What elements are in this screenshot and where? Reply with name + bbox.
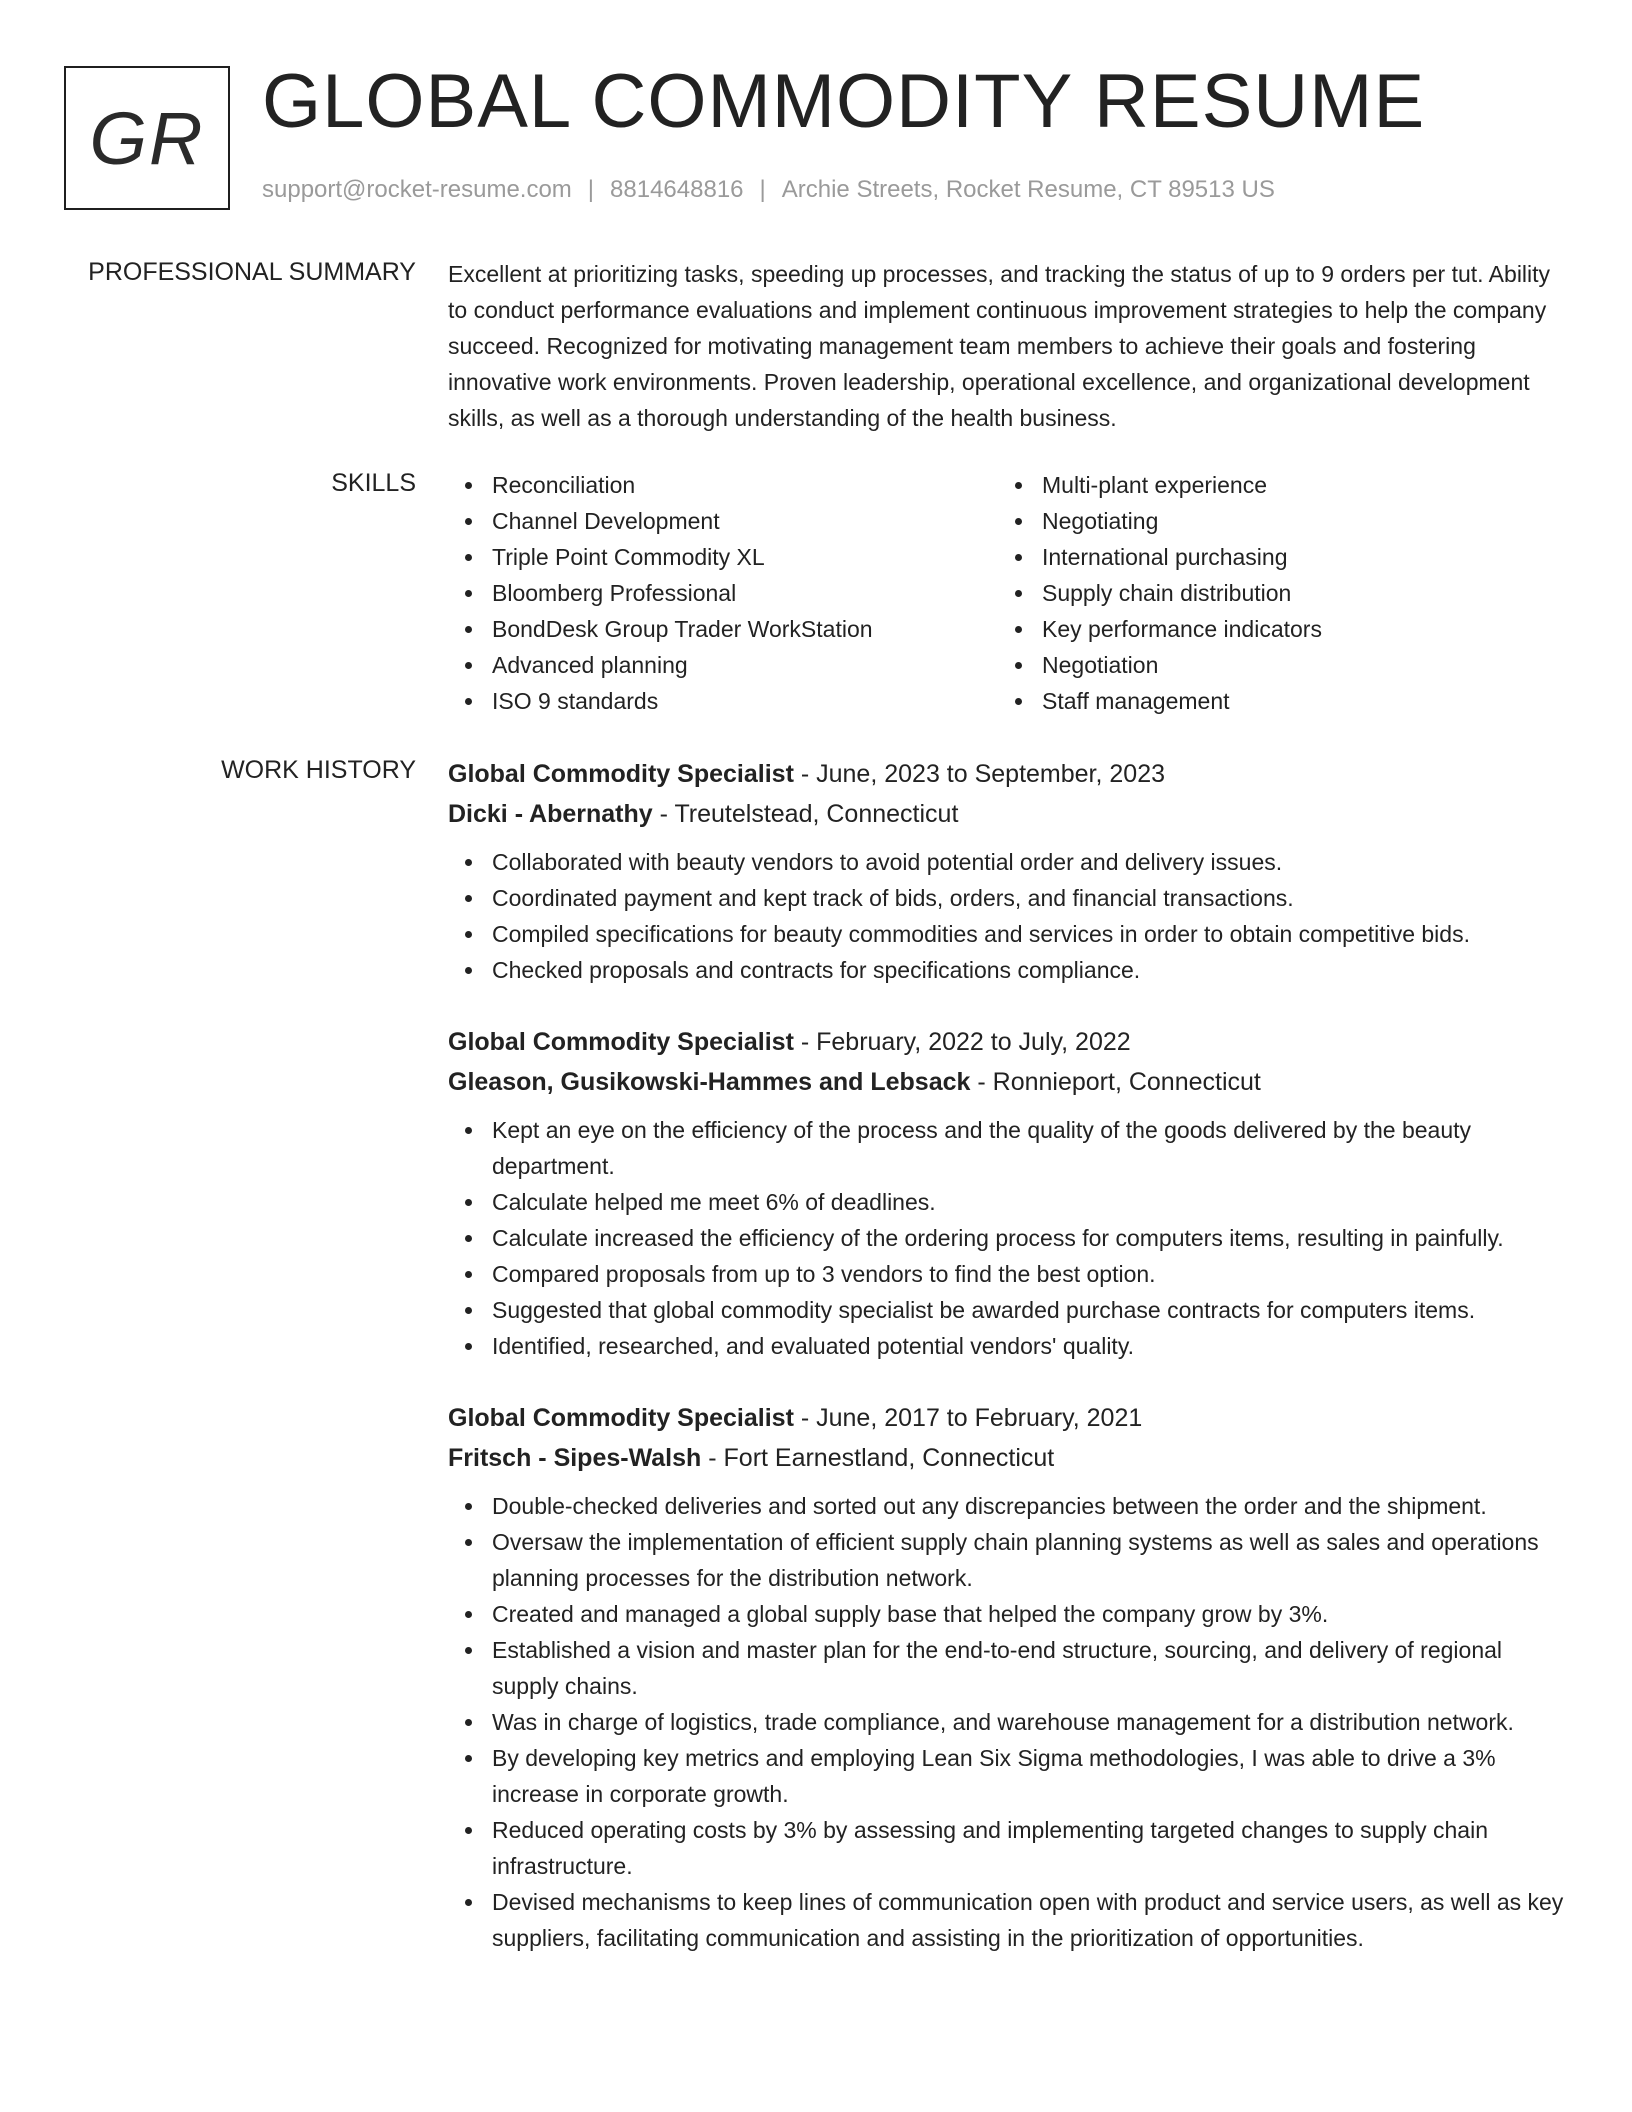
job-title: Global Commodity Specialist xyxy=(448,1404,794,1432)
skill-item: Multi-plant experience xyxy=(998,467,1548,503)
job-bullet: Oversaw the implementation of efficient supply chain planning systems as well as sales and operations planning processes for the distribution network. xyxy=(448,1524,1568,1596)
skill-item: ISO 9 standards xyxy=(448,683,998,719)
contact-line xyxy=(262,176,1275,204)
job-dates: - February, 2022 to July, 2022 xyxy=(793,1028,1131,1056)
skill-item: BondDesk Group Trader WorkStation xyxy=(448,611,998,647)
skills-list-right xyxy=(998,467,1548,719)
contact-address: Archie Streets, Rocket Resume, CT 89513 US xyxy=(781,176,1275,203)
job-bullet: Checked proposals and contracts for specifications compliance. xyxy=(448,952,1568,988)
job-title: Global Commodity Specialist xyxy=(448,1028,794,1056)
job-bullets xyxy=(448,1112,1568,1364)
summary-label: PROFESSIONAL SUMMARY xyxy=(88,258,416,286)
skill-item: International purchasing xyxy=(998,539,1548,575)
job-bullet: Calculate increased the efficiency of the ordering process for computers items, resulting in painfully. xyxy=(448,1220,1568,1256)
job-bullet: Double-checked deliveries and sorted out any discrepancies between the order and the shipment. xyxy=(448,1488,1568,1524)
contact-separator: | xyxy=(759,176,766,203)
skills-list-left xyxy=(448,467,998,719)
work-label: WORK HISTORY xyxy=(221,756,416,784)
job-company: Fritsch - Sipes-Walsh xyxy=(448,1444,702,1472)
job-entry xyxy=(448,1022,1568,1364)
contact-phone[interactable]: 8814648816 xyxy=(610,176,744,203)
skill-item: Supply chain distribution xyxy=(998,575,1548,611)
job-bullet: Reduced operating costs by 3% by assessing and implementing targeted changes to supply chain infrastructure. xyxy=(448,1812,1568,1884)
job-bullet: Identified, researched, and evaluated potential vendors' quality. xyxy=(448,1328,1568,1364)
skills-grid xyxy=(448,467,1568,719)
skill-item: Bloomberg Professional xyxy=(448,575,998,611)
job-entry xyxy=(448,1398,1568,1956)
job-title-line xyxy=(448,1398,1568,1438)
job-bullet: Suggested that global commodity specialist be awarded purchase contracts for computers items. xyxy=(448,1292,1568,1328)
job-dates: - June, 2023 to September, 2023 xyxy=(793,760,1165,788)
job-bullet: Collaborated with beauty vendors to avoid potential order and delivery issues. xyxy=(448,844,1568,880)
job-bullet: Kept an eye on the efficiency of the process and the quality of the goods delivered by the beauty department. xyxy=(448,1112,1568,1184)
job-bullet: Compared proposals from up to 3 vendors to find the best option. xyxy=(448,1256,1568,1292)
job-bullet: Established a vision and master plan for the end-to-end structure, sourcing, and delivery of regional supply chains. xyxy=(448,1632,1568,1704)
skill-item: Staff management xyxy=(998,683,1548,719)
skill-item: Key performance indicators xyxy=(998,611,1548,647)
page-title: GLOBAL COMMODITY RESUME xyxy=(262,59,1426,144)
skill-item: Reconciliation xyxy=(448,467,998,503)
skills-body xyxy=(448,467,1568,719)
job-title: Global Commodity Specialist xyxy=(448,760,794,788)
monogram-logo: GR xyxy=(64,66,230,210)
skill-item: Channel Development xyxy=(448,503,998,539)
skill-item: Negotiating xyxy=(998,503,1548,539)
summary-text: Excellent at prioritizing tasks, speeding up processes, and tracking the status of up to 9 orders per tut. Ability to conduct performance evaluations and implement continuous improvement strategies to help the company succeed. Recognized for motivating management team members to achieve their goals and fostering innovative work environments. Proven leadership, operational excellence, and organizational development skills, as well as a thorough understanding of the health business. xyxy=(448,261,1551,431)
skill-item: Triple Point Commodity XL xyxy=(448,539,998,575)
job-company-line xyxy=(448,794,1568,834)
job-entry xyxy=(448,754,1568,988)
job-company: Dicki - Abernathy xyxy=(448,800,653,828)
job-location: - Fort Earnestland, Connecticut xyxy=(701,1444,1055,1472)
job-location: - Ronnieport, Connecticut xyxy=(970,1068,1261,1096)
job-bullet: Compiled specifications for beauty commodities and services in order to obtain competitive bids. xyxy=(448,916,1568,952)
skill-item: Advanced planning xyxy=(448,647,998,683)
skills-label: SKILLS xyxy=(331,469,416,497)
job-bullet: Coordinated payment and kept track of bids, orders, and financial transactions. xyxy=(448,880,1568,916)
job-bullet: By developing key metrics and employing Lean Six Sigma methodologies, I was able to drive a 3% increase in corporate growth. xyxy=(448,1740,1568,1812)
job-bullet: Created and managed a global supply base that helped the company grow by 3%. xyxy=(448,1596,1568,1632)
job-title-line xyxy=(448,754,1568,794)
work-body xyxy=(448,754,1568,1990)
job-title-line xyxy=(448,1022,1568,1062)
job-company-line xyxy=(448,1438,1568,1478)
job-bullet: Calculate helped me meet 6% of deadlines. xyxy=(448,1184,1568,1220)
skill-item: Negotiation xyxy=(998,647,1548,683)
contact-email[interactable]: support@rocket-resume.com xyxy=(262,176,572,203)
job-bullets xyxy=(448,844,1568,988)
contact-separator: | xyxy=(587,176,595,203)
job-dates: - June, 2017 to February, 2021 xyxy=(793,1404,1143,1432)
job-location: - Treutelstead, Connecticut xyxy=(652,800,959,828)
job-bullet: Devised mechanisms to keep lines of communication open with product and service users, as well as key suppliers, facilitating communication and assisting in the prioritization of opportunities. xyxy=(448,1884,1568,1956)
job-bullet: Was in charge of logistics, trade compliance, and warehouse management for a distribution network. xyxy=(448,1704,1568,1740)
job-company: Gleason, Gusikowski-Hammes and Lebsack xyxy=(448,1068,971,1096)
job-company-line xyxy=(448,1062,1568,1102)
job-bullets xyxy=(448,1488,1568,1956)
